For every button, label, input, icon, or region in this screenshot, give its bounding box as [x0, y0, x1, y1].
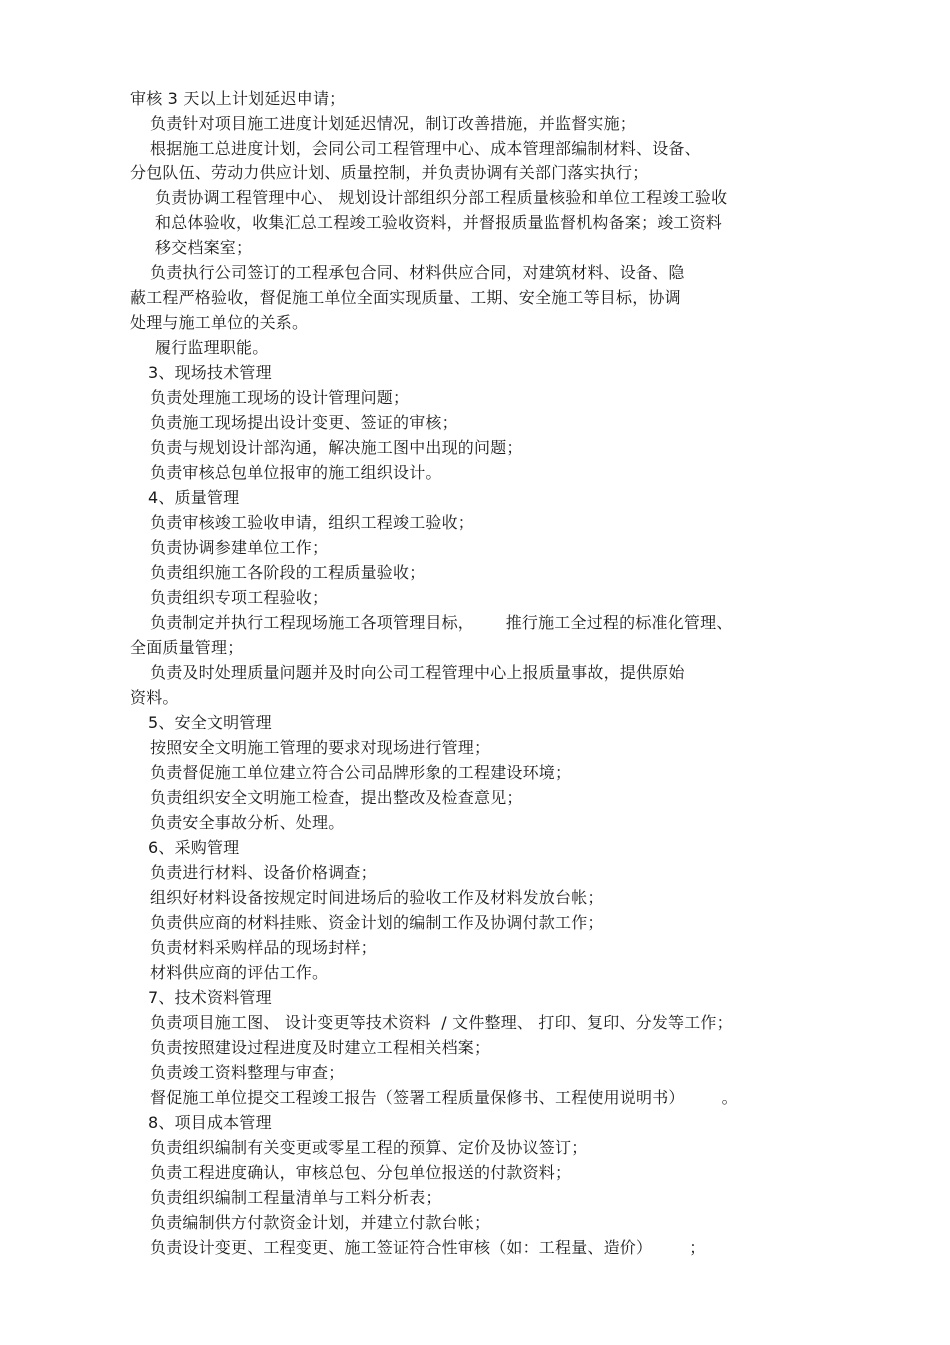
text-line: 负责组织施工各阶段的工程质量验收； — [150, 563, 426, 582]
text-line: 负责与规划设计部沟通，解决施工图中出现的问题； — [150, 438, 523, 457]
section-heading: 8、项目成本管理 — [148, 1113, 272, 1132]
text-line: 负责组织编制工程量清单与工料分析表； — [150, 1188, 442, 1207]
text-line: 组织好材料设备按规定时间进场后的验收工作及材料发放台帐； — [150, 888, 604, 907]
section-heading: 7、技术资料管理 — [148, 988, 272, 1007]
text-line: 蔽工程严格验收，督促施工单位全面实现质量、工期、安全施工等目标，协调 — [130, 288, 681, 307]
section-heading: 6、采购管理 — [148, 838, 240, 857]
text-line: 全面质量管理； — [130, 638, 244, 657]
text-line: 负责处理施工现场的设计管理问题； — [150, 388, 410, 407]
text-line: 负责审核总包单位报审的施工组织设计。 — [150, 463, 442, 482]
text-line: 负责执行公司签订的工程承包合同、材料供应合同，对建筑材料、设备、隐 — [150, 263, 685, 282]
text-line: 和总体验收，收集汇总工程竣工验收资料，并督报质量监督机构备案；竣工资料 — [155, 213, 723, 232]
text-line: 分包队伍、劳动力供应计划、质量控制，并负责协调有关部门落实执行； — [130, 163, 649, 182]
text-line: 负责组织安全文明施工检查，提出整改及检查意见； — [150, 788, 523, 807]
text-line: 督促施工单位提交工程竣工报告（签署工程质量保修书、工程使用说明书） 。 — [150, 1088, 738, 1107]
text-line: 负责竣工资料整理与审查； — [150, 1063, 345, 1082]
text-line: 审核 3 天以上计划延迟申请； — [130, 89, 346, 108]
section-heading: 5、安全文明管理 — [148, 713, 272, 732]
text-line: 负责协调参建单位工作； — [150, 538, 329, 557]
text-line: 负责按照建设过程进度及时建立工程相关档案； — [150, 1038, 491, 1057]
text-line: 处理与施工单位的关系。 — [130, 313, 309, 332]
text-line: 负责协调工程管理中心、 规划设计部组织分部工程质量核验和单位工程竣工验收 — [155, 188, 728, 207]
text-line: 负责供应商的材料挂账、资金计划的编制工作及协调付款工作； — [150, 913, 604, 932]
text-line: 履行监理职能。 — [155, 338, 269, 357]
text-line: 资料。 — [130, 688, 179, 707]
text-line: 移交档案室； — [155, 238, 253, 257]
text-line: 负责组织专项工程验收； — [150, 588, 329, 607]
text-line: 负责设计变更、工程变更、施工签证符合性审核（如：工程量、造价） ； — [150, 1238, 706, 1257]
text-line: 负责督促施工单位建立符合公司品牌形象的工程建设环境； — [150, 763, 572, 782]
text-line: 负责针对项目施工进度计划延迟情况，制订改善措施，并监督实施； — [150, 114, 637, 133]
text-line: 负责及时处理质量问题并及时向公司工程管理中心上报质量事故，提供原始 — [150, 663, 685, 682]
section-heading: 3、现场技术管理 — [148, 363, 272, 382]
text-line: 负责材料采购样品的现场封样； — [150, 938, 377, 957]
text-line: 负责项目施工图、 设计变更等技术资料 / 文件整理、 打印、复印、分发等工作； — [150, 1013, 733, 1032]
text-line: 负责编制供方付款资金计划，并建立付款台帐； — [150, 1213, 491, 1232]
text-line: 负责进行材料、设备价格调查； — [150, 863, 377, 882]
text-line: 负责制定并执行工程现场施工各项管理目标， 推行施工全过程的标准化管理、 — [150, 613, 733, 632]
section-heading: 4、质量管理 — [148, 488, 240, 507]
text-line: 负责组织编制有关变更或零星工程的预算、定价及协议签订； — [150, 1138, 588, 1157]
text-line: 负责安全事故分析、处理。 — [150, 813, 345, 832]
text-line: 根据施工总进度计划，会同公司工程管理中心、成本管理部编制材料、设备、 — [150, 139, 701, 158]
text-line: 按照安全文明施工管理的要求对现场进行管理； — [150, 738, 491, 757]
text-line: 负责施工现场提出设计变更、签证的审核； — [150, 413, 458, 432]
text-line: 材料供应商的评估工作。 — [150, 963, 329, 982]
text-line: 负责工程进度确认，审核总包、分包单位报送的付款资料； — [150, 1163, 572, 1182]
text-line: 负责审核竣工验收申请，组织工程竣工验收； — [150, 513, 475, 532]
